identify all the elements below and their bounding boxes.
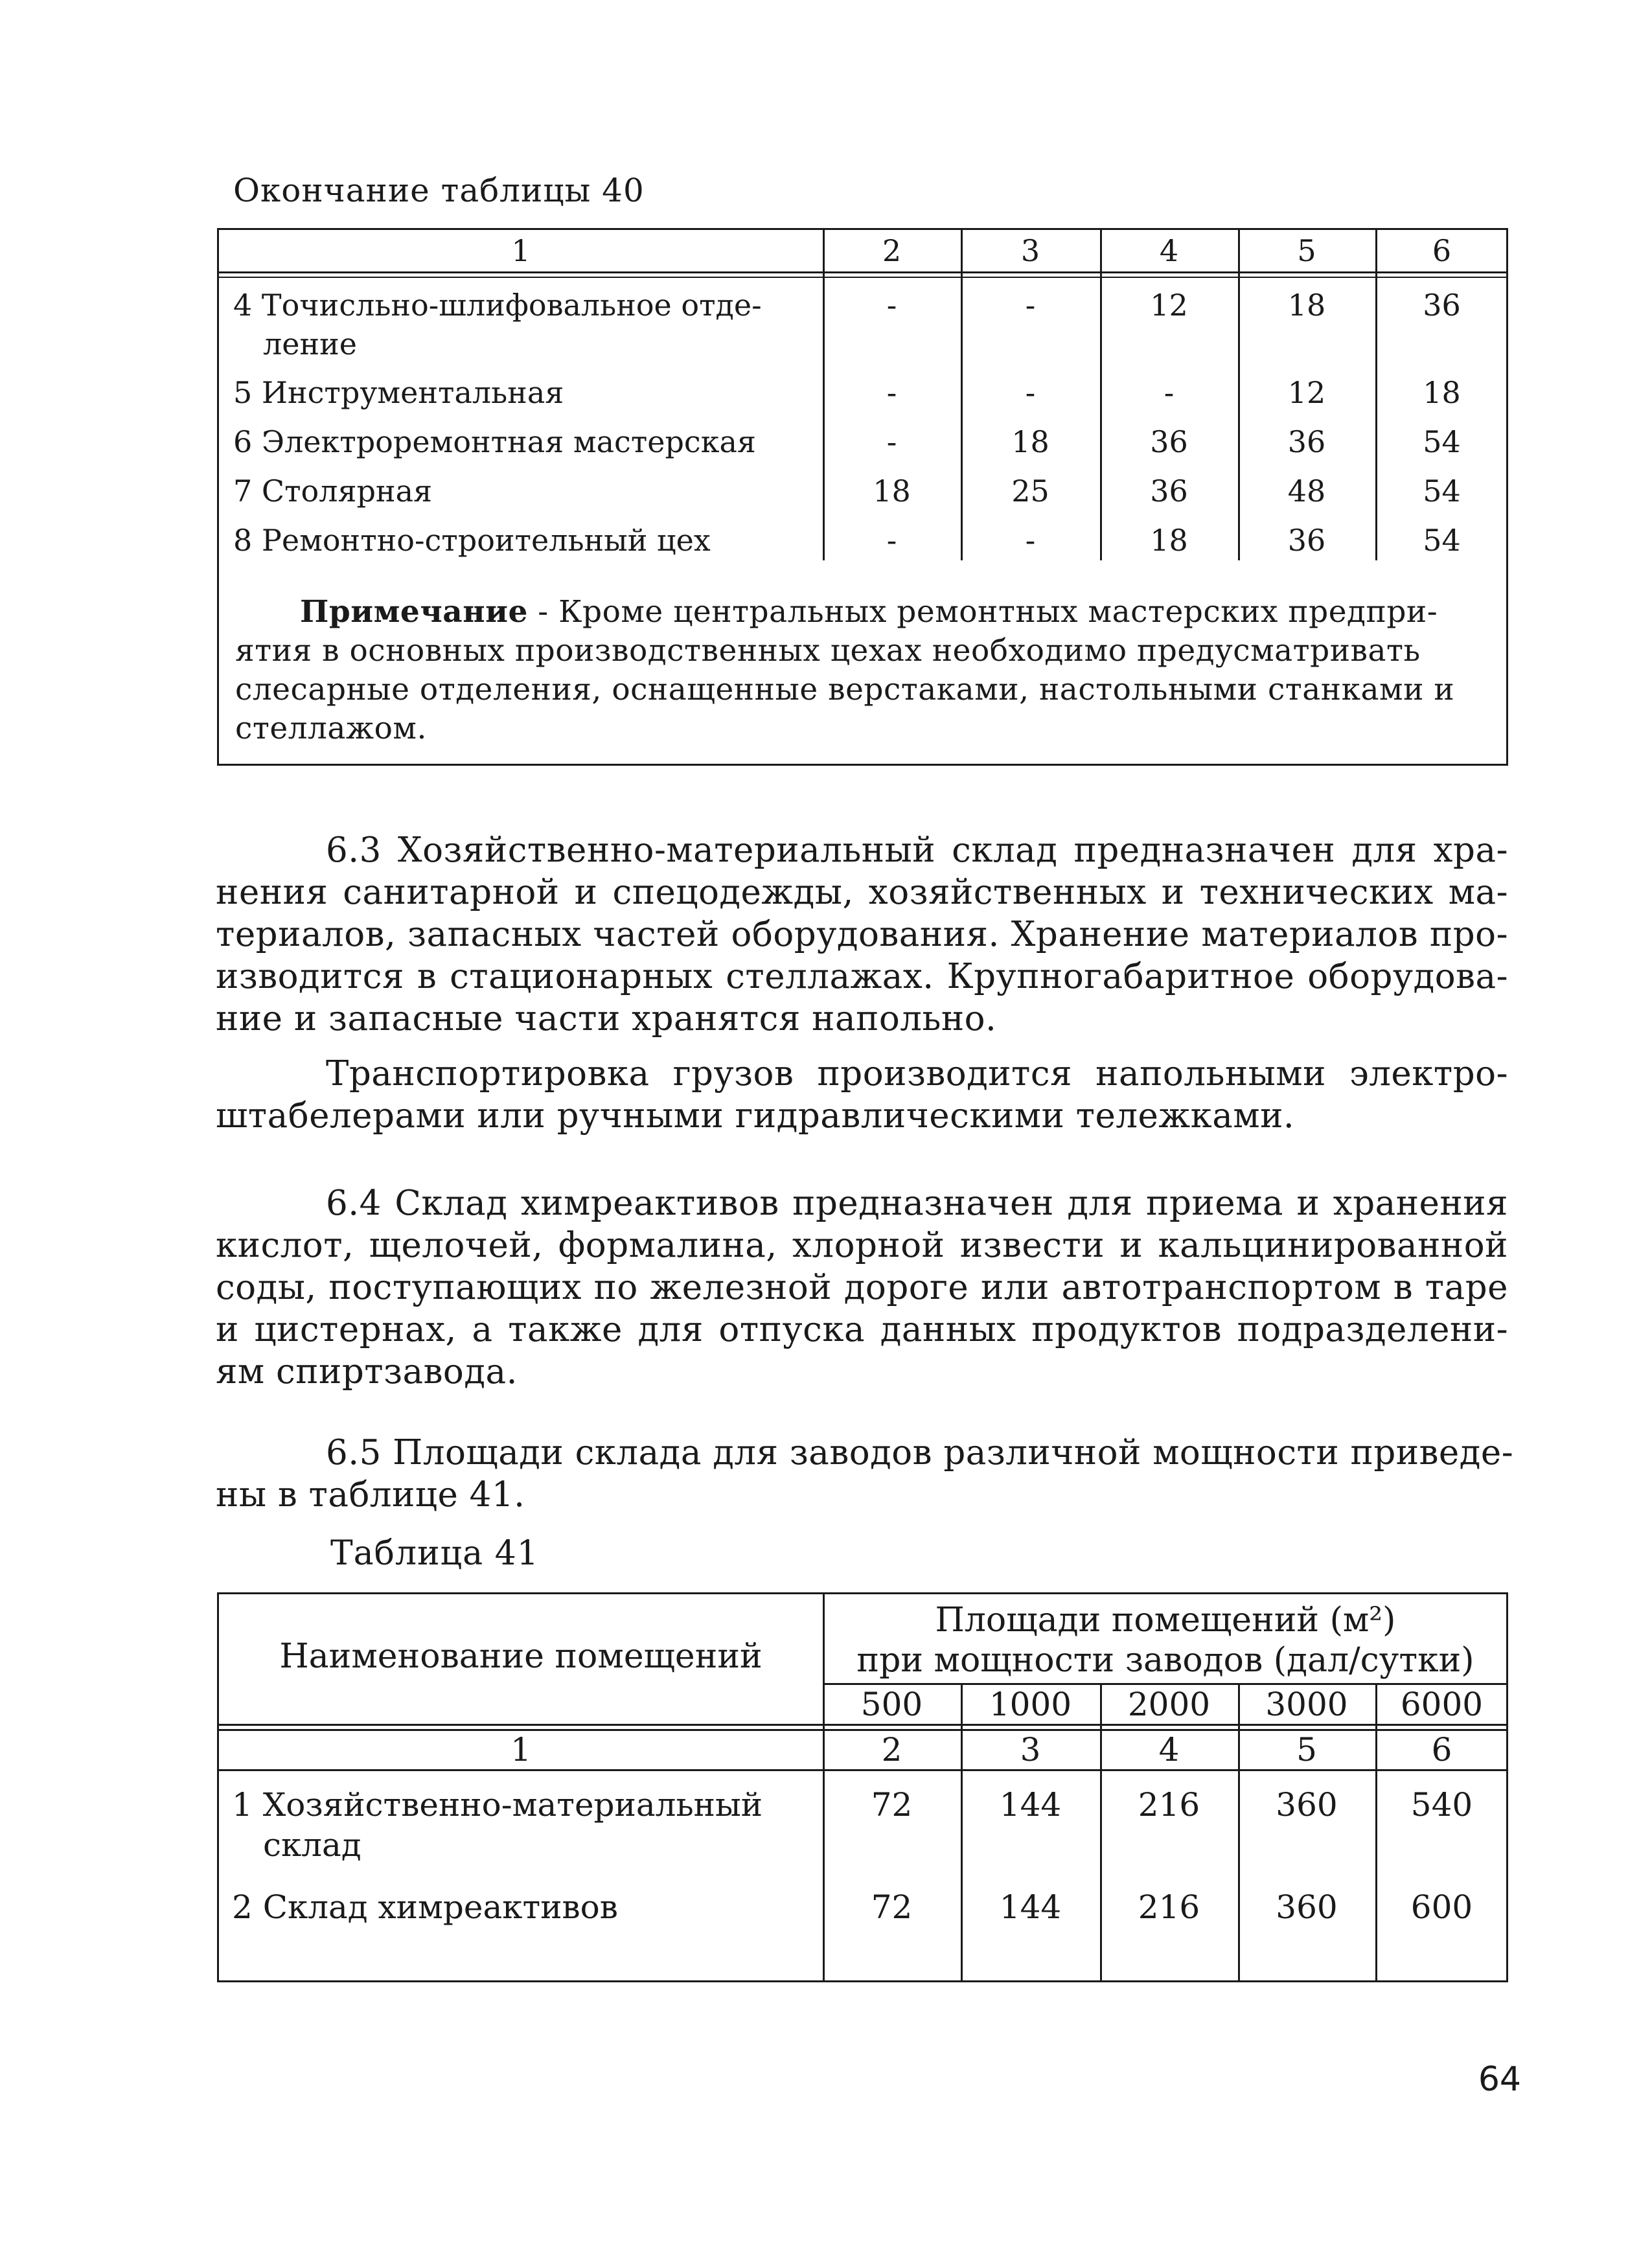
- table40-cell: 36: [1150, 424, 1188, 459]
- table41-header-divider: [219, 1724, 1506, 1726]
- table41-colnum-divider: [219, 1769, 1506, 1771]
- table40-header-1: 1: [511, 233, 531, 268]
- table41-row-name: 1 Хозяйственно-материальный: [232, 1786, 763, 1824]
- table41-col-divider: [1238, 1683, 1240, 1980]
- table41-capacity: 3000: [1265, 1686, 1348, 1723]
- table40-cell: 18: [1423, 375, 1461, 410]
- table40-cell: 12: [1287, 375, 1326, 410]
- table40-row-name: 7 Столярная: [233, 474, 433, 509]
- text-line: ние и запасные части хранятся напольно.: [216, 999, 997, 1038]
- page-number: 64: [1478, 2060, 1521, 2099]
- table41-group-header-2: при мощности заводов (дал/сутки): [856, 1641, 1474, 1680]
- text-line: штабелерами или ручными гидравлическими тележками.: [216, 1096, 1295, 1136]
- table40-header-divider: [219, 271, 1506, 273]
- table41-capacity: 2000: [1127, 1686, 1211, 1723]
- table40-header-5: 5: [1297, 233, 1316, 268]
- table40-cell: 18: [1150, 523, 1188, 558]
- table41-row-name-cont: склад: [263, 1826, 361, 1864]
- text-line: кислот, щелочей, формалина, хлорной извести и кальцинированной: [216, 1226, 1508, 1265]
- paragraph-transport: [216, 1053, 1508, 1137]
- table41-group-header: Площади помещений (м²): [935, 1601, 1396, 1640]
- table40-header-6: 6: [1432, 233, 1452, 268]
- paragraph-6-5: [216, 1432, 1514, 1516]
- table40-cell: 36: [1287, 424, 1326, 459]
- table40-cell: -: [1025, 375, 1036, 410]
- paragraph-6-4: [216, 1182, 1508, 1393]
- table41-colnum: 6: [1431, 1731, 1452, 1769]
- table41-colnum: 5: [1296, 1731, 1317, 1769]
- text-line: 6.3 Хозяйственно-материальный склад предназначен для хра-: [326, 830, 1508, 870]
- note-line: ятия в основных производственных цехах необходимо предусматривать: [235, 633, 1421, 669]
- table40-cell: 54: [1423, 474, 1461, 509]
- table40-row-name: 8 Ремонтно-строительный цех: [233, 523, 711, 558]
- table41-cell: 144: [999, 1786, 1062, 1824]
- table40-row-name-cont: ление: [263, 326, 357, 361]
- table41-colnum: 3: [1020, 1731, 1041, 1769]
- table40-cell: 12: [1150, 288, 1188, 323]
- table41-cell: 360: [1276, 1786, 1338, 1824]
- table41-cell: 72: [871, 1786, 913, 1824]
- table41-name-header: Наименование помещений: [279, 1637, 762, 1676]
- table40-cell: -: [1164, 375, 1175, 410]
- text-line: изводится в стационарных стеллажах. Крупногабаритное оборудова-: [216, 957, 1508, 996]
- table40-cell: 18: [1011, 424, 1049, 459]
- table41-col-divider: [1375, 1683, 1377, 1980]
- text-line: ям спиртзавода.: [216, 1352, 518, 1392]
- table40-cell: 36: [1287, 523, 1326, 558]
- table40-cell: -: [886, 375, 897, 410]
- table40-header-divider-2: [219, 277, 1506, 278]
- text-line: ны в таблице 41.: [216, 1475, 525, 1515]
- table41-cell: 216: [1138, 1786, 1200, 1824]
- table41-row-name: 2 Склад химреактивов: [232, 1888, 618, 1926]
- table41-col-divider: [1100, 1683, 1102, 1980]
- table40-header-3: 3: [1020, 233, 1040, 268]
- table41-cell: 72: [871, 1888, 913, 1926]
- table40-header-4: 4: [1159, 233, 1179, 268]
- table40-row-name: 4 Точисльно-шлифовальное отде-: [233, 288, 762, 323]
- text-line: и цистернах, а также для отпуска данных продуктов подразделени-: [216, 1310, 1508, 1349]
- table40: [217, 228, 1508, 766]
- table40-cell: -: [886, 424, 897, 459]
- text-line: териалов, запасных частей оборудования. Хранение материалов про-: [216, 915, 1508, 954]
- note-line: стеллажом.: [235, 711, 427, 746]
- table41-caption: Таблица 41: [330, 1534, 539, 1573]
- table40-cell: 25: [1011, 474, 1049, 509]
- table41-col-divider: [961, 1683, 963, 1980]
- table41-cell: 144: [999, 1888, 1062, 1926]
- text-line: нения санитарной и спецодежды, хозяйственных и технических ма-: [216, 873, 1508, 912]
- table40-row-name: 6 Электроремонтная мастерская: [233, 424, 756, 459]
- table40-caption: Окончание таблицы 40: [233, 172, 645, 209]
- text-line: Транспортировка грузов производится напольными электро-: [326, 1054, 1508, 1094]
- table40-cell: -: [886, 523, 897, 558]
- text-line: 6.4 Склад химреактивов предназначен для приема и хранения: [326, 1184, 1508, 1223]
- table41-capacity: 1000: [989, 1686, 1072, 1723]
- table41-colnum: 1: [510, 1731, 531, 1769]
- table41-capacity: 6000: [1400, 1686, 1484, 1723]
- table40-cell: 54: [1423, 424, 1461, 459]
- table40-cell: 54: [1423, 523, 1461, 558]
- table41-cell: 600: [1410, 1888, 1473, 1926]
- table40-row-name: 5 Инструментальная: [233, 375, 564, 410]
- note-label: Примечание: [300, 594, 528, 630]
- table40-cell: 18: [873, 474, 911, 509]
- table40-cell: -: [1025, 523, 1036, 558]
- table41-cell: 540: [1410, 1786, 1473, 1824]
- table40-cell: 18: [1287, 288, 1326, 323]
- table40-header-2: 2: [882, 233, 902, 268]
- note-line: слесарные отделения, оснащенные верстаками, настольными станками и: [235, 672, 1455, 707]
- table40-cell: 48: [1287, 474, 1326, 509]
- table41-colnum: 2: [881, 1731, 902, 1769]
- text-line: 6.5 Площади склада для заводов различной мощности приведе-: [326, 1433, 1514, 1472]
- table41: [217, 1592, 1508, 1982]
- table40-note: [235, 593, 1495, 748]
- paragraph-6-3: [216, 829, 1508, 1040]
- table41-cell: 216: [1138, 1888, 1200, 1926]
- table41-cell: 360: [1276, 1888, 1338, 1926]
- table40-cell: 36: [1150, 474, 1188, 509]
- text-line: соды, поступающих по железной дороге или автотранспортом в таре: [216, 1268, 1508, 1307]
- table40-cell: -: [1025, 288, 1036, 323]
- note-line: Примечание - Кроме центральных ремонтных мастерских предпри-: [300, 594, 1438, 630]
- table41-capacity: 500: [860, 1686, 923, 1723]
- table40-cell: 36: [1423, 288, 1461, 323]
- table41-colnum: 4: [1158, 1731, 1180, 1769]
- table40-cell: -: [886, 288, 897, 323]
